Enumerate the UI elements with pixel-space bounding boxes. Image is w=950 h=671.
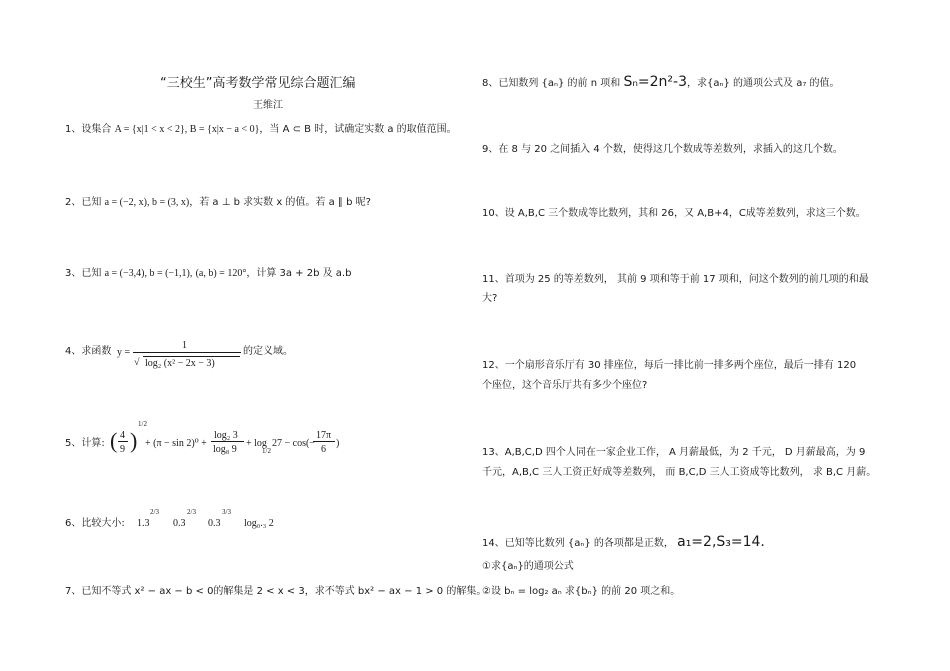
q14-line1 [482,536,765,550]
q5-part2: + (π − sin 2)⁰ + [145,438,207,449]
q5-frac2-den: log₈ 9 [213,444,237,455]
q10: 10、设 A,B,C 三个数成等比数列，其和 26，又 A,B+4，C成等差数列，求这三个数。 [482,208,866,219]
q7: 7、已知不等式 x² − ax − b < 0的解集是 2 < x < 3，求不等式 bx² − ax − 1 > 0 的解集。 [65,586,487,597]
q4-y: y = [117,347,131,358]
q3 [65,267,351,280]
q1-number: 1、设集合 [65,124,112,135]
q4-fraction-bar [133,352,241,353]
q12-line1: 12、一个扇形音乐厅有 30 排座位，每后一排比前一排多两个座位，最后一排有 120 [482,360,857,371]
q6-exp-2: 2/3 [187,508,196,516]
q3-vectors: a = (−3,4), b = (−1,1), [104,268,193,279]
q5-close: ) [336,438,340,449]
q5-frac1-den: 9 [120,444,125,455]
q6-exp-1: 2/3 [150,508,159,516]
q5-frac2-bar [211,441,244,442]
doc-title: “三校生”高考数学常见综合题汇编 [160,76,356,91]
q5-part4: 27 − cos(− [272,438,315,449]
q13-line1: 13、A,B,C,D 四个人同在一家企业工作， A 月薪最低，为 2 千元， D 月薪最高，为 9 [482,447,866,458]
q6-item-2: 0.3 [173,518,186,529]
q5-paren-close: ) [130,428,138,453]
q11-line2: 大? [482,293,498,304]
q3-angle: (a, b) = 120° [195,268,247,279]
q4-sqrt-sign: √ [134,357,140,368]
q5-frac3-bar [313,441,335,442]
q5-frac3-num: 17π [316,430,332,441]
q1-set-b: , B = {x|x − a < 0} [184,124,260,135]
q8-post: ，求{aₙ} 的通项公式及 a₇ 的值。 [687,78,840,89]
q2-text: ，若 a ⊥ b 求实数 x 的值。若 a ∥ b 呢? [189,197,371,208]
q5-frac2-num: log₂ 3 [214,430,238,441]
q14-sub2: ②设 bₙ = log₂ aₙ 求{bₙ} 的前 20 项之和。 [482,586,681,597]
q14-sub1: ①求{aₙ}的通项公式 [482,561,574,572]
q1-set-a: A = {x|1 < x < 2} [114,124,185,135]
q5-frac1-bar [118,441,128,442]
q9: 9、在 8 与 20 之间插入 4 个数，使得这几个数成等差数列，求插入的这几个数。 [482,144,843,155]
q5-exponent: 1/2 [138,420,147,428]
q8-pre: 8、已知数列 {aₙ} 的前 n 项和 [482,78,621,89]
author: 王维江 [253,100,283,111]
q4-numerator: 1 [182,340,187,351]
q13-line2: 千元，A,B,C 三人工资正好成等差数列， 而 B,C,D 三人工资成等比数列， 求 B,C 月薪。 [482,467,877,478]
q6-item-4: log₀.₃ 2 [244,518,274,529]
q5-paren-open: ( [110,428,118,453]
q4-number: 4、求函数 [65,346,112,357]
q8 [482,76,840,90]
q8-formula: Sₙ=2n²-3 [623,74,687,90]
q3-number: 3、已知 [65,268,102,279]
q6-number: 6、比较大小: [65,518,125,529]
q3-tail: ，计算 3a + 2b 及 a.b [246,268,352,279]
q1 [65,123,457,136]
q6-item-3: 0.3 [208,518,221,529]
q14-pre: 14、已知等比数列 {aₙ} 的各项都是正数， [482,538,674,549]
q14-formula: a₁=2,S₃=14. [677,534,765,550]
q5-frac3-den: 6 [321,444,326,455]
q2-vectors: a = (−2, x), b = (3, x) [104,197,190,208]
q6-exp-3: 3/3 [222,508,231,516]
q2 [65,196,371,209]
q5-part3: + log [246,438,267,449]
q12-line2: 个座位，这个音乐厅共有多少个座位? [482,380,648,391]
q4-tail: 的定义域。 [243,346,293,357]
q5-frac1-num: 4 [120,430,125,441]
q1-tail: ，当 A ⊂ B 时，试确定实数 a 的取值范围。 [259,124,457,135]
q5-log-base: 1/2 [262,447,271,455]
q11-line1: 11、首项为 25 的等差数列， 其前 9 项和等于前 17 项和，问这个数列的前几项的和最 [482,274,869,285]
q6-item-1: 1.3 [137,518,150,529]
q2-number: 2、已知 [65,197,102,208]
q5-number: 5、计算: [65,438,105,449]
q4-denominator: log₂ (x² − 2x − 3) [145,358,215,369]
